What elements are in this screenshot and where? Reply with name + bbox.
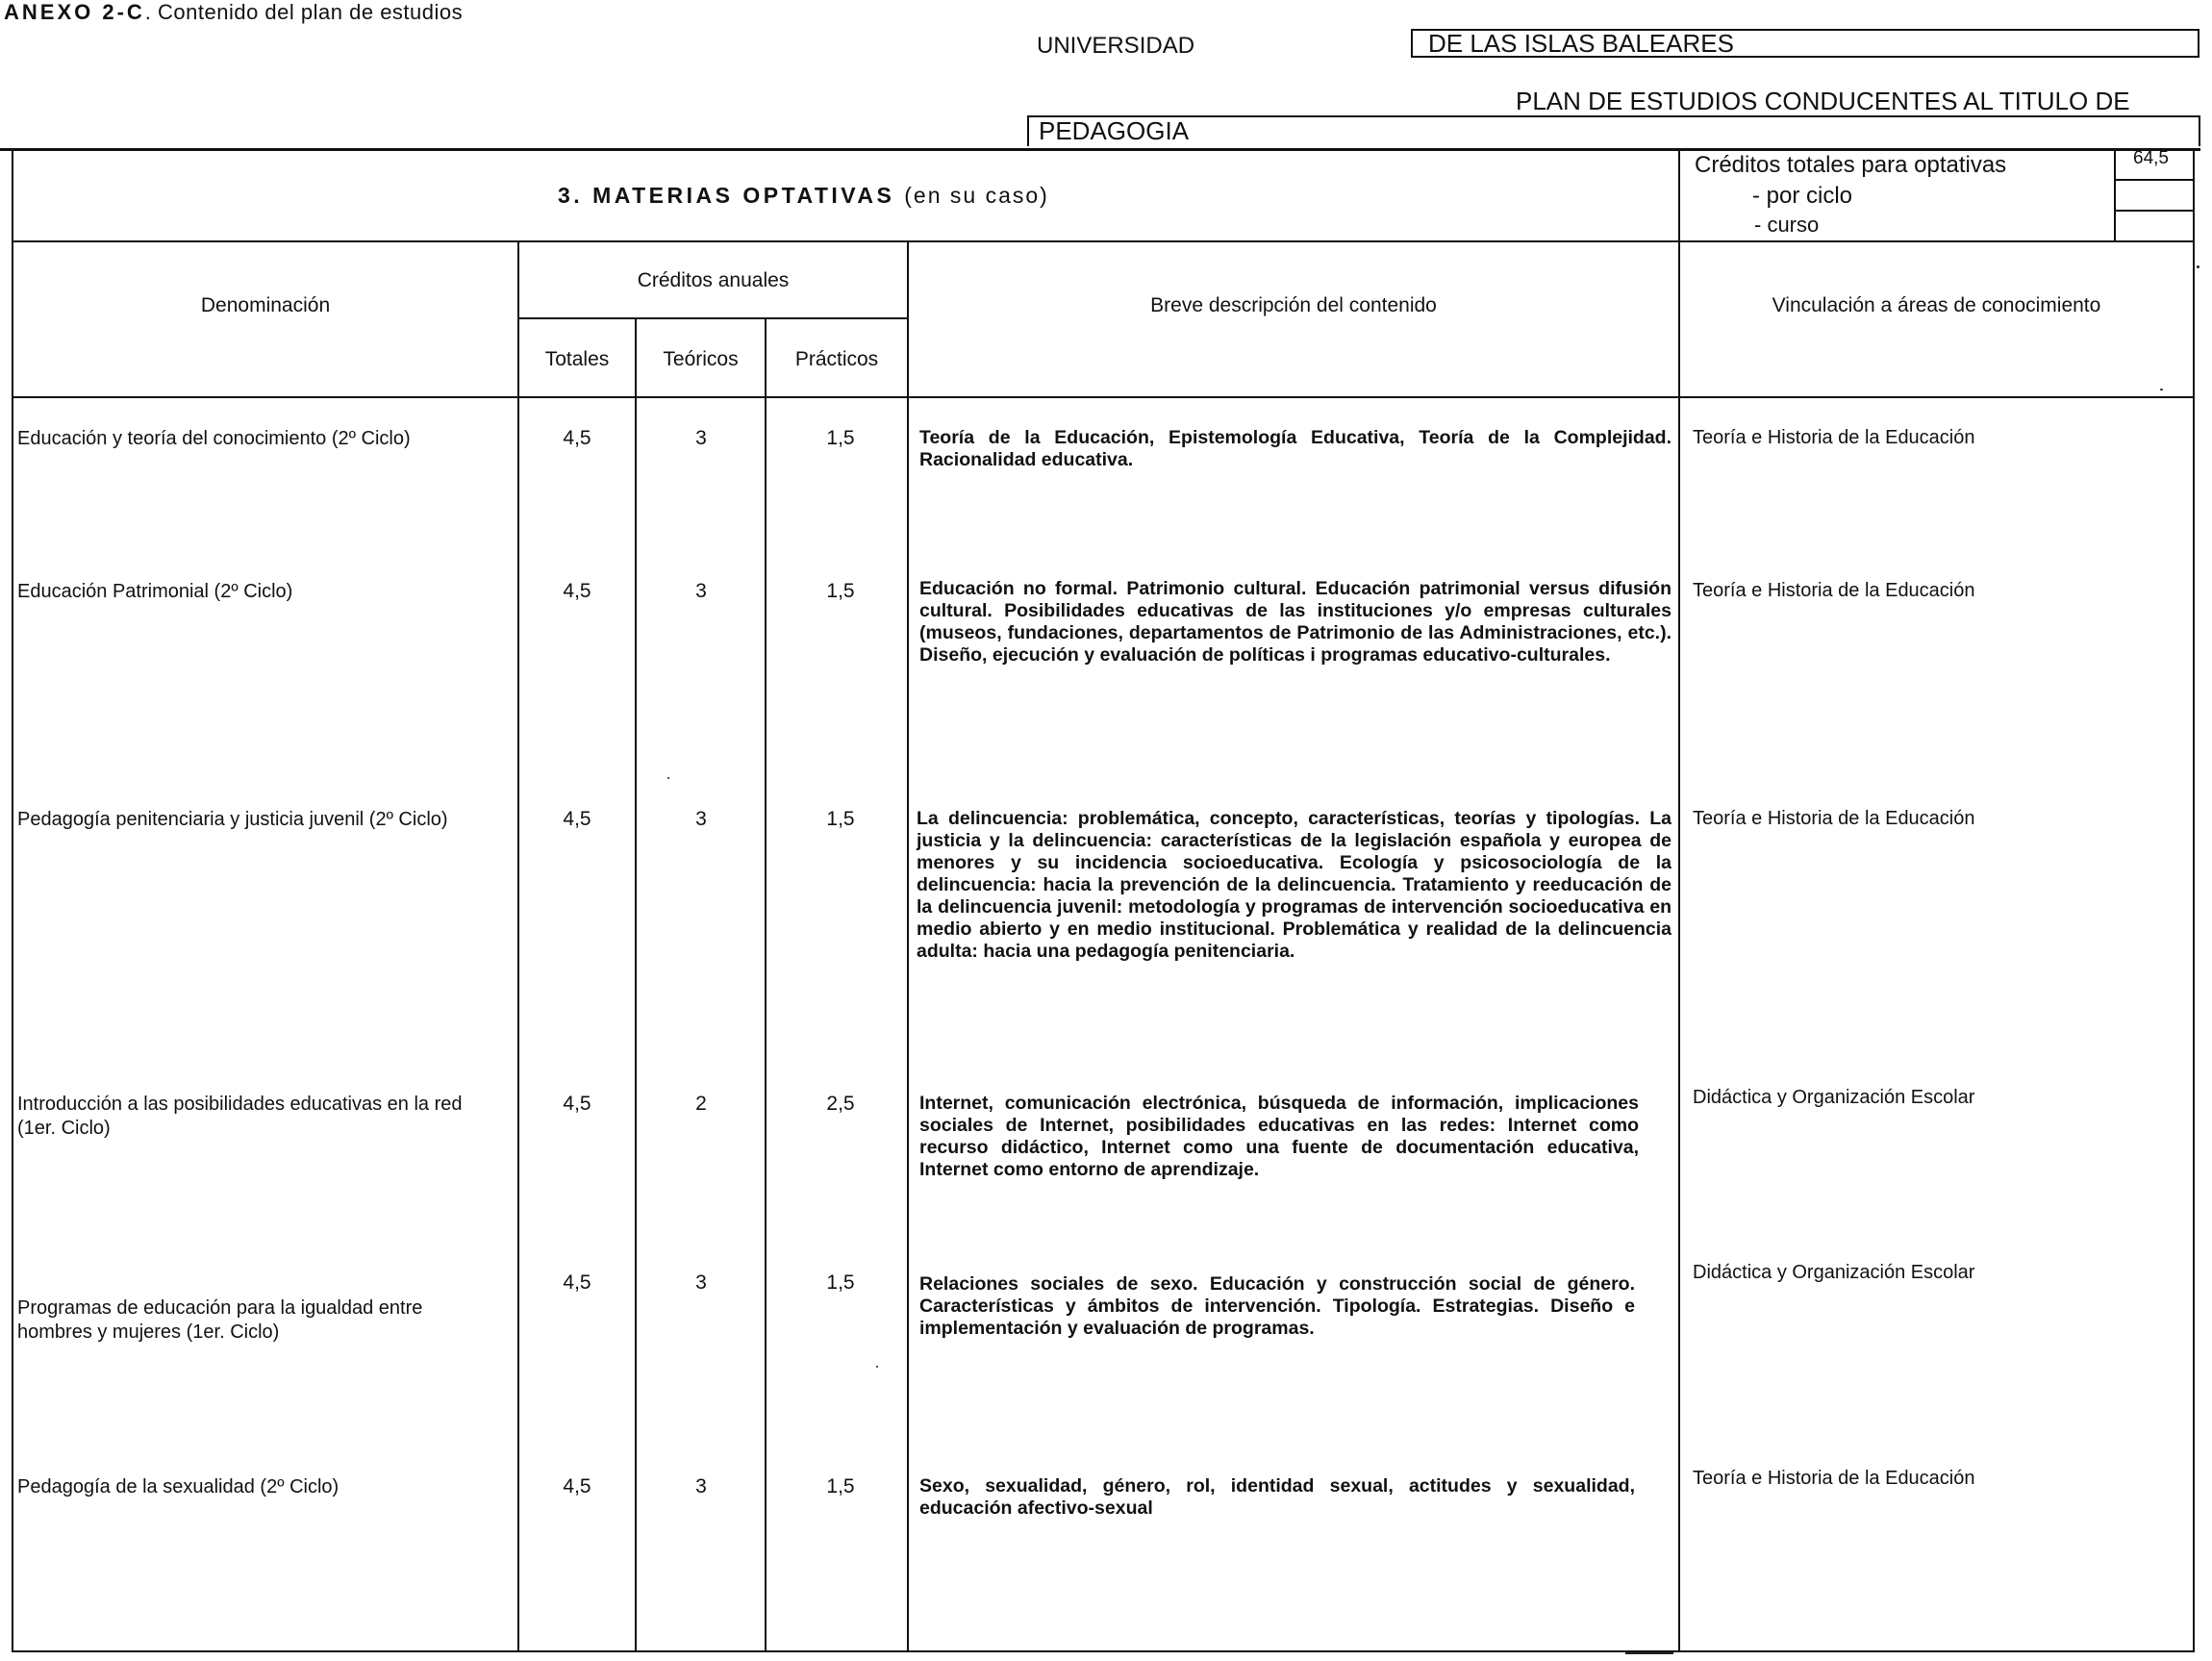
row-area: Teoría e Historia de la Educación [1693, 580, 1975, 601]
credits-total-value: 64,5 [2133, 148, 2169, 168]
row-total: 4,5 [563, 580, 591, 602]
row-theoretical: 3 [695, 808, 707, 830]
degree-box: PEDAGOGIA [1027, 115, 2200, 146]
row-description: Educación no formal. Patrimonio cultural. Educación patrimonial versus difusión cultural. Posibilidades educativas de las instituciones y/o empresas culturales (museos, fundaciones, departamentos de Patrimonio de las Administraciones, etc.). Diseño, ejecución y evaluación de políticas i programas educativo-culturales. [919, 578, 1672, 666]
row-theoretical: 3 [695, 580, 707, 602]
row-theoretical: 3 [695, 427, 707, 449]
row-area: Didáctica y Organización Escolar [1693, 1087, 1975, 1108]
annex-code: ANEXO 2-C [4, 0, 145, 24]
row-practical: 1,5 [826, 1475, 855, 1497]
scan-speck [2160, 389, 2163, 390]
row-description: Internet, comunicación electrónica, búsqueda de información, implicaciones sociales de Internet, posibilidades educativas en las redes: Internet como recurso didáctico, Internet como una fuente de documentación educativa, Internet como entorno de aprendizaje. [919, 1093, 1639, 1180]
row-name: Introducción a las posibilidades educativas en la red (1er. Ciclo) [17, 1094, 463, 1139]
scan-speck [876, 1366, 878, 1368]
row-area: Didáctica y Organización Escolar [1693, 1262, 1975, 1283]
row-area: Teoría e Historia de la Educación [1693, 808, 1975, 829]
row-name: Pedagogía penitenciaria y justicia juvenil (2º Ciclo) [17, 809, 448, 830]
scan-speck [667, 777, 669, 779]
section-title [558, 183, 1049, 209]
row-theoretical: 2 [695, 1093, 707, 1115]
col-header-theoretical: Teóricos [663, 348, 739, 370]
row-practical: 1,5 [826, 427, 855, 449]
row-description: Teoría de la Educación, Epistemología Educativa, Teoría de la Complejidad. Racionalidad educativa. [919, 427, 1672, 470]
row-name: Educación y teoría del conocimiento (2º Ciclo) [17, 428, 411, 449]
row-theoretical: 3 [695, 1271, 707, 1294]
annex-title: . Contenido del plan de estudios [144, 0, 464, 24]
row-description: Relaciones sociales de sexo. Educación y construcción social de género. Características y ámbitos de intervención. Tipología. Estrategias. Diseño e implementación y evaluación de programas. [919, 1273, 1635, 1339]
plan-title: PLAN DE ESTUDIOS CONDUCENTES AL TITULO DE [1516, 87, 2130, 115]
row-area: Teoría e Historia de la Educación [1693, 1468, 1975, 1489]
row-practical: 1,5 [826, 1271, 855, 1294]
row-name: Educación Patrimonial (2º Ciclo) [17, 581, 293, 602]
row-total: 4,5 [563, 427, 591, 449]
scan-speck [2197, 265, 2199, 268]
col-header-description: Breve descripción del contenido [1150, 294, 1437, 316]
scan-speck [1625, 1652, 1673, 1654]
row-area: Teoría e Historia de la Educación [1693, 427, 1975, 448]
col-header-annual-credits: Créditos anuales [637, 269, 790, 291]
row-description: La delincuencia: problemática, concepto, características, teorías y tipologías. La justicia y la delincuencia: características de la legislación española y europea de menores y su incidencia socioeducativa. Ecología y psicosociología de la delincuencia: hacia la prevención de la delincuencia. Tratamiento y reeducación de la delincuencia juvenil: metodología y programas de intervención socioeducativa en medio abierto y en medio institucional. Problemática y realidad de la delincuencia adulta: hacia una pedagogía penitenciaria. [917, 808, 1672, 962]
university-name-box: DE LAS ISLAS BALEARES [1411, 29, 2199, 58]
row-total: 4,5 [563, 1475, 591, 1497]
row-name: Pedagogía de la sexualidad (2º Ciclo) [17, 1476, 339, 1497]
per-cycle-label: - por ciclo [1752, 183, 1853, 209]
row-name: Programas de educación para la igualdad entre hombres y mujeres (1er. Ciclo) [17, 1297, 423, 1343]
row-total: 4,5 [563, 1093, 591, 1115]
col-header-area: Vinculación a áreas de conocimiento [1772, 294, 2101, 316]
row-total: 4,5 [563, 808, 591, 830]
row-practical: 1,5 [826, 808, 855, 830]
row-practical: 1,5 [826, 580, 855, 602]
annex-heading [4, 0, 463, 25]
section-title-text: 3. MATERIAS OPTATIVAS [558, 183, 895, 208]
university-label: UNIVERSIDAD [1037, 33, 1195, 59]
row-theoretical: 3 [695, 1475, 707, 1497]
row-practical: 2,5 [826, 1093, 855, 1115]
col-header-name: Denominación [200, 294, 331, 316]
row-description: Sexo, sexualidad, género, rol, identidad sexual, actitudes y sexualidad, educación afectivo-sexual [919, 1475, 1635, 1519]
section-note: (en su caso) [904, 183, 1049, 208]
credits-total-label: Créditos totales para optativas [1695, 152, 2007, 178]
row-total: 4,5 [563, 1271, 591, 1294]
per-course-label: - curso [1754, 213, 1820, 237]
header-rule [0, 148, 2200, 151]
col-header-total: Totales [544, 348, 610, 370]
col-header-practical: Prácticos [794, 348, 879, 370]
